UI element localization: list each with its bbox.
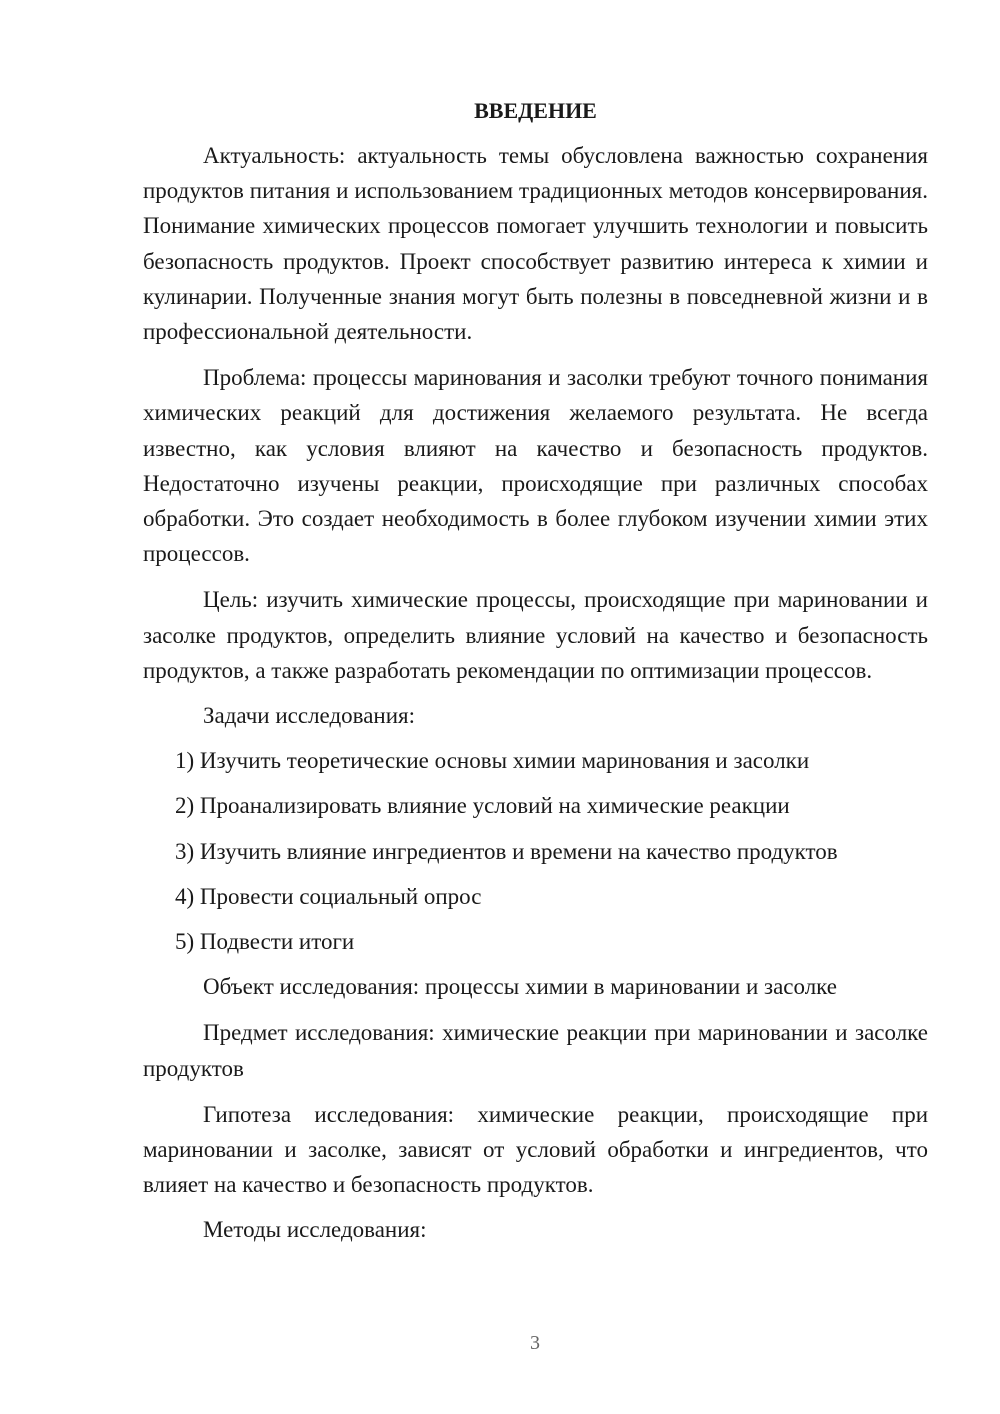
paragraph-subject: Предмет исследования: химические реакции при мариновании и засолке продуктов [143, 1020, 928, 1081]
section-title: ВВЕДЕНИЕ [474, 98, 597, 123]
tasks-list [143, 743, 928, 959]
list-item: 4) Провести социальный опрос [175, 883, 482, 909]
paragraph-methods: Методы исследования: [203, 1217, 427, 1243]
paragraph-hypothesis: Гипотеза исследования: химические реакции, происходящие при мариновании и засолке, зависят от условий обработки и ингредиентов, что влияет на качество и безопасность продуктов. [143, 1101, 928, 1198]
list-item: 2) Проанализировать влияние условий на химические реакции [175, 793, 790, 819]
paragraph-relevance: Актуальность: актуальность темы обусловлена важностью сохранения продуктов питания и использованием традиционных методов консервирования. Понимание химических процессов помогает улучшить технологии и повысить безопасность продуктов. Проект способствует развитию интереса к химии и кулинарии. Полученные знания могут быть полезны в повседневной жизни и в профессиональной деятельности. [143, 143, 928, 345]
page-content [143, 94, 928, 1248]
page-number: 3 [530, 1332, 540, 1354]
paragraph-problem: Проблема: процессы маринования и засолки требуют точного понимания химических реакций для достижения желаемого результата. Не всегда известно, как условия влияют на качество и безопасность продуктов. Недостаточно изучены реакции, происходящие при различных способах обработки. Это создает необходимость в более глубоком изучении химии этих процессов. [143, 365, 928, 567]
list-item: 3) Изучить влияние ингредиентов и времени на качество продуктов [175, 838, 838, 864]
paragraph-object: Объект исследования: процессы химии в мариновании и засолке [203, 974, 837, 1000]
paragraph-goal: Цель: изучить химические процессы, происходящие при мариновании и засолке продуктов, определить влияние условий на качество и безопасность продуктов, а также разработать рекомендации по оптимизации процессов. [143, 587, 928, 683]
list-item: 1) Изучить теоретические основы химии маринования и засолки [175, 748, 810, 774]
tasks-heading: Задачи исследования: [203, 703, 416, 729]
list-item: 5) Подвести итоги [175, 929, 355, 955]
